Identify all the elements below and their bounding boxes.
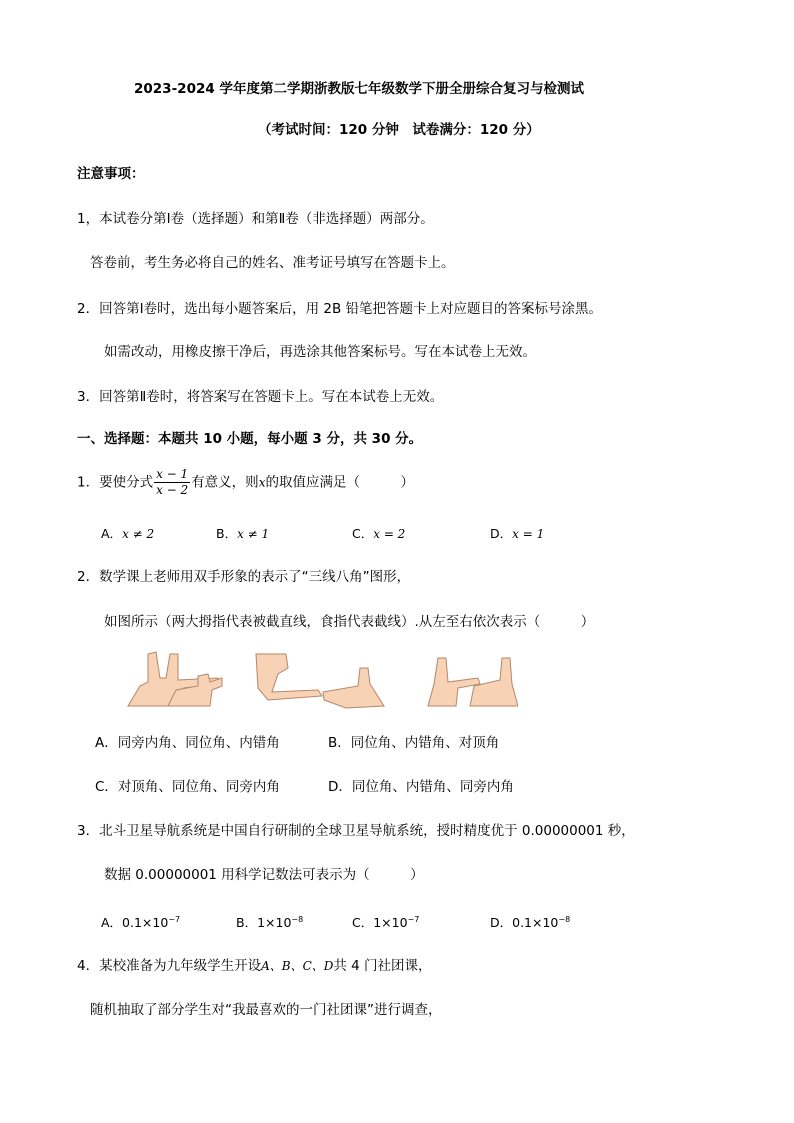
- q1-option-d: [490, 525, 544, 543]
- q1-mid: 有意义，则: [191, 474, 259, 491]
- q2-option-c: C．对顶角、同位角、同旁内角: [95, 779, 280, 795]
- q1-option-a-text: x ≠ 2: [122, 527, 155, 541]
- q3-option-d-text: D．0.1×10: [490, 915, 559, 931]
- q1-option-b-text: x ≠ 1: [237, 527, 270, 541]
- q3-option-c-exponent: −7: [407, 915, 420, 924]
- q2-option-b: B．同位角、内错角、对顶角: [328, 735, 500, 751]
- hand-pair-left-icon: [128, 652, 222, 706]
- section-1-heading: 一、选择题：本题共 10 小题，每小题 3 分，共 30 分。: [77, 431, 423, 447]
- question-2-continued: 如图所示（两大拇指代表被截直线，食指代表截线）.从左至右依次表示（ ）: [104, 614, 595, 630]
- q4-text-b: 共 4 门社团课，: [333, 958, 432, 974]
- note-1: 1，本试卷分第Ⅰ卷（选择题）和第Ⅱ卷（非选择题）两部分。: [77, 211, 434, 227]
- q1-option-d-label: D．: [490, 526, 513, 541]
- notes-heading: 注意事项：: [77, 166, 145, 182]
- q1-option-a-label: A．: [101, 526, 123, 541]
- q1-suffix: 的取值应满足（ ）: [265, 474, 414, 491]
- q4-course-vars: A、B、C、D: [261, 959, 334, 973]
- note-1-continued: 答卷前，考生务必将自己的姓名、准考证号填写在答题卡上。: [90, 255, 455, 271]
- q3-option-c-text: C．1×10: [352, 915, 408, 931]
- question-1: [77, 467, 414, 498]
- question-4-continued: 随机抽取了部分学生对“我最喜欢的一门社团课”进行调查，: [90, 1002, 442, 1018]
- q1-option-d-text: x = 1: [512, 527, 545, 541]
- question-4: [77, 957, 432, 975]
- q3-option-c: [352, 911, 419, 932]
- q1-option-c-text: x = 2: [373, 527, 406, 541]
- q3-option-d: [490, 911, 570, 932]
- note-2: 2．回答第Ⅰ卷时，选出每小题答案后，用 2B 铅笔把答题卡上对应题目的答案标号涂黑。: [77, 301, 603, 317]
- page-subtitle: （考试时间：120 分钟 试卷满分：120 分）: [258, 122, 540, 138]
- hands-figure: [118, 648, 518, 710]
- note-2-continued: 如需改动，用橡皮擦干净后，再选涂其他答案标号。写在本试卷上无效。: [104, 344, 536, 360]
- hand-pair-right-icon: [428, 658, 518, 706]
- q1-variable: x: [258, 475, 266, 490]
- q3-option-a-text: A．0.1×10: [101, 915, 169, 931]
- q1-option-b-label: B．: [216, 526, 238, 541]
- q3-option-b-exponent: −8: [291, 915, 304, 924]
- q2-option-a: A．同旁内角、同位角、内错角: [95, 735, 280, 751]
- q1-option-c-label: C．: [352, 526, 374, 541]
- q1-fraction-denominator: x − 2: [156, 483, 189, 497]
- q1-option-b: [216, 525, 269, 543]
- q4-text-a: 4．某校准备为九年级学生开设: [77, 958, 262, 974]
- q3-option-a-exponent: −7: [168, 915, 181, 924]
- q3-option-b-text: B．1×10: [236, 915, 292, 931]
- q1-fraction: [154, 467, 190, 498]
- q3-option-d-exponent: −8: [558, 915, 571, 924]
- q1-option-a: [101, 525, 154, 543]
- q1-prefix: 1．要使分式: [77, 474, 154, 491]
- question-3: 3．北斗卫星导航系统是中国自行研制的全球卫星导航系统，授时精度优于 0.00000001 秒，: [77, 823, 635, 839]
- q2-option-d: D．同位角、内错角、同旁内角: [328, 779, 514, 795]
- page-title: 2023-2024 学年度第二学期浙教版七年级数学下册全册综合复习与检测试: [134, 81, 584, 97]
- note-3: 3．回答第Ⅱ卷时，将答案写在答题卡上。写在本试卷上无效。: [77, 389, 444, 405]
- q1-option-c: [352, 525, 405, 543]
- hand-pair-middle-icon: [256, 654, 384, 708]
- question-3-continued: 数据 0.00000001 用科学记数法可表示为（ ）: [104, 867, 424, 883]
- q1-fraction-numerator: x − 1: [156, 467, 189, 481]
- q3-option-b: [236, 911, 303, 932]
- question-2: 2．数学课上老师用双手形象的表示了“三线八角”图形，: [77, 569, 411, 585]
- q3-option-a: [101, 911, 180, 932]
